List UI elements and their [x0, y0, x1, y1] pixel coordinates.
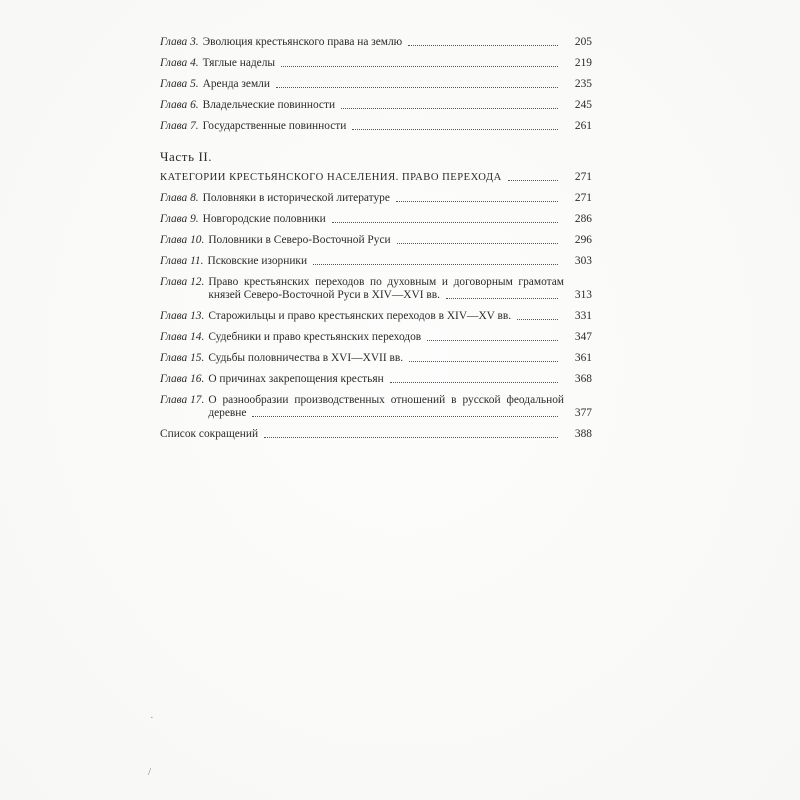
page-number: 313 — [574, 289, 592, 301]
dot-leader — [396, 201, 558, 202]
page-number: 205 — [574, 36, 592, 48]
chapter-prefix: Глава 9. — [160, 213, 199, 225]
toc-entry-chapter-11[interactable] — [160, 255, 592, 268]
chapter-prefix: Глава 16. — [160, 373, 205, 385]
page-number: 286 — [574, 213, 592, 225]
toc-entry-chapter-17[interactable] — [160, 394, 592, 420]
chapter-prefix: Глава 4. — [160, 57, 199, 69]
chapter-prefix: Глава 11. — [160, 255, 204, 267]
toc-entry-chapter-3[interactable] — [160, 36, 592, 49]
chapter-title: Владельческие повинности — [202, 99, 336, 111]
chapter-prefix: Глава 17. — [160, 394, 205, 406]
abbreviations-title: Список сокращений — [160, 428, 259, 440]
toc-entry-abbreviations[interactable] — [160, 428, 592, 441]
page-number: 377 — [574, 407, 592, 419]
chapter-prefix: Глава 3. — [160, 36, 199, 48]
chapter-title: Судебники и право крестьянских переходов — [208, 331, 422, 343]
page-number: 245 — [574, 99, 592, 111]
dot-leader — [408, 45, 558, 46]
chapter-title: Судьбы половничества в XVI—XVII вв. — [208, 352, 404, 364]
page-number: 271 — [574, 192, 592, 204]
chapter-title: Эволюция крестьянского права на землю — [202, 36, 403, 48]
toc-entry-chapter-9[interactable] — [160, 213, 592, 226]
page-number: 331 — [574, 310, 592, 322]
chapter-prefix: Глава 15. — [160, 352, 205, 364]
toc-entry-chapter-8[interactable] — [160, 192, 592, 205]
chapter-title: Аренда земли — [202, 78, 270, 90]
toc-entry-chapter-10[interactable] — [160, 234, 592, 247]
dot-leader — [264, 437, 558, 438]
chapter-title: Новгородские половники — [202, 213, 326, 225]
page-number: 347 — [574, 331, 592, 343]
chapter-title-line-1: Право крестьянских переходов по духовным и договорным грамотам — [208, 276, 564, 288]
chapter-prefix: Глава 8. — [160, 192, 199, 204]
chapter-prefix: Глава 14. — [160, 331, 205, 343]
toc-entry-chapter-6[interactable] — [160, 99, 592, 112]
chapter-title: Псковские изорники — [207, 255, 308, 267]
toc-entry-chapter-14[interactable] — [160, 331, 592, 344]
dot-leader — [409, 361, 558, 362]
dot-leader — [427, 340, 558, 341]
dot-leader — [446, 298, 558, 299]
dot-leader — [281, 66, 558, 67]
chapter-prefix: Глава 6. — [160, 99, 199, 111]
chapter-prefix: Глава 12. — [160, 276, 205, 288]
toc-entry-chapter-13[interactable] — [160, 310, 592, 323]
toc-entry-chapter-15[interactable] — [160, 352, 592, 365]
page-number: 303 — [574, 255, 592, 267]
chapter-prefix: Глава 5. — [160, 78, 199, 90]
chapter-title: Половники в Северо-Восточной Руси — [208, 234, 391, 246]
chapter-prefix: Глава 10. — [160, 234, 205, 246]
dot-leader — [390, 382, 558, 383]
chapter-title: О причинах закрепощения крестьян — [208, 373, 384, 385]
dot-leader — [313, 264, 558, 265]
scan-speck: / — [148, 766, 152, 778]
chapter-prefix: Глава 13. — [160, 310, 205, 322]
toc-entry-chapter-16[interactable] — [160, 373, 592, 386]
toc-section-heading[interactable] — [160, 171, 592, 184]
dot-leader — [332, 222, 558, 223]
page-number: 271 — [574, 171, 592, 183]
page-number: 261 — [574, 120, 592, 132]
dot-leader — [517, 319, 558, 320]
toc-entry-chapter-4[interactable] — [160, 57, 592, 70]
dot-leader — [397, 243, 558, 244]
dot-leader — [352, 129, 558, 130]
page-number: 361 — [574, 352, 592, 364]
dot-leader — [252, 416, 558, 417]
page-number: 368 — [574, 373, 592, 385]
chapter-title: Тяглые наделы — [202, 57, 276, 69]
page-number: 235 — [574, 78, 592, 90]
table-of-contents — [160, 36, 592, 449]
chapter-title-line-2: князей Северо-Восточной Руси в XIV—XVI вв. — [208, 289, 440, 301]
toc-entry-chapter-12[interactable] — [160, 276, 592, 302]
chapter-title: Половняки в исторической литературе — [202, 192, 390, 204]
chapter-title-line-1: О разнообразии производственных отношений в русской феодальной — [208, 394, 564, 406]
page-number: 219 — [574, 57, 592, 69]
dot-leader — [508, 180, 558, 181]
toc-entry-chapter-7[interactable] — [160, 120, 592, 133]
chapter-title-line-2: деревне — [208, 407, 247, 419]
dot-leader — [341, 108, 558, 109]
chapter-title: Государственные повинности — [202, 120, 347, 132]
chapter-title: Старожильцы и право крестьянских переходов в XIV—XV вв. — [208, 310, 512, 322]
toc-entry-chapter-5[interactable] — [160, 78, 592, 91]
dot-leader — [276, 87, 558, 88]
section-title: КАТЕГОРИИ КРЕСТЬЯНСКОГО НАСЕЛЕНИЯ. ПРАВО ПЕРЕХОДА — [160, 172, 502, 183]
page-number: 388 — [574, 428, 592, 440]
chapter-prefix: Глава 7. — [160, 120, 199, 132]
part-heading: Часть II. — [160, 149, 213, 164]
scan-speck: · — [150, 712, 154, 724]
page-number: 296 — [574, 234, 592, 246]
